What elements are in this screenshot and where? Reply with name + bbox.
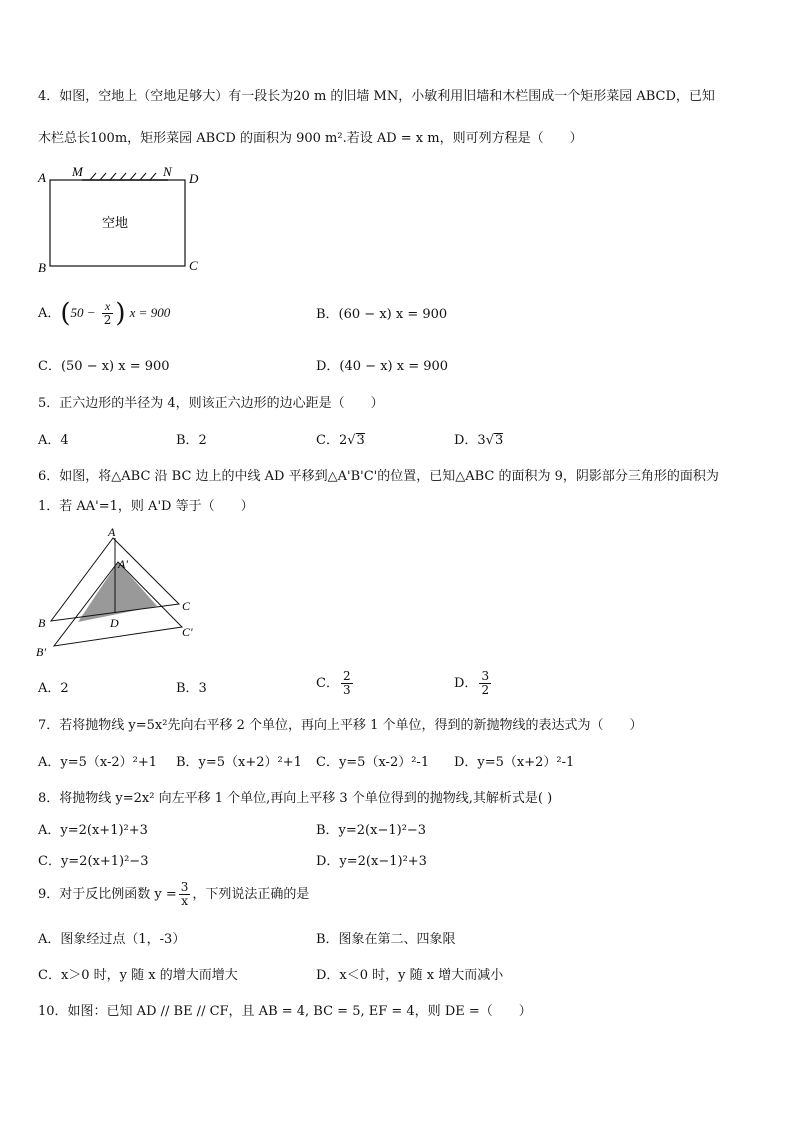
q7-stem: 7．若将抛物线 y=5x²先向右平移 2 个单位，再向上平移 1 个单位，得到的新抛物线的表达式为（ ） — [38, 718, 643, 733]
q6-stem-line2: 1．若 AA'=1，则 A'D 等于（ ） — [38, 499, 254, 514]
label-B: B — [38, 260, 46, 275]
q6-figure — [30, 524, 210, 664]
q7-option-b[interactable]: B．y=5（x+2）²+1 — [176, 755, 302, 770]
label-M: M — [72, 164, 83, 179]
label-C-prime: C' — [182, 625, 193, 639]
q4-option-d[interactable]: D．(40 − x) x = 900 — [316, 359, 449, 374]
q6-option-a[interactable]: A．2 — [38, 681, 69, 696]
q7-option-d[interactable]: D．y=5（x+2）²-1 — [454, 755, 575, 770]
q5-option-c[interactable]: C．2√3 — [316, 433, 365, 448]
label-B: B — [38, 616, 46, 630]
q6-option-d[interactable]: D． $\frac{3}{2}$ — [454, 669, 490, 697]
q9-stem: 9．对于反比例函数 y = $\frac{3}{x}$ ，下列说法正确的是 — [38, 880, 310, 908]
q10-stem: 10．如图：已知 AD // BE // CF，且 AB = 4, BC = 5, EF = 4，则 DE =（ ） — [38, 1004, 532, 1019]
label-N: N — [163, 164, 172, 179]
q9-option-c[interactable]: C．x＞0 时，y 随 x 的增大而增大 — [38, 968, 238, 983]
q5-stem: 5．正六边形的半径为 4，则该正六边形的边心距是（ ） — [38, 396, 384, 411]
q5-option-a[interactable]: A．4 — [38, 433, 69, 448]
q4-option-a[interactable]: A．(50 − $\frac{x}{2}$ ) x = 900 — [38, 298, 171, 329]
q8-option-c[interactable]: C．y=2(x+1)²−3 — [38, 854, 149, 869]
label-A: A — [108, 525, 116, 539]
q7-option-a[interactable]: A．y=5（x-2）²+1 — [38, 755, 158, 770]
q4-option-b[interactable]: B．(60 − x) x = 900 — [316, 307, 448, 322]
q4-stem-line1: 4．如图，空地上（空地足够大）有一段长为20 m 的旧墙 MN，小敏利用旧墙和木栏围成一个矩形菜园 ABCD，已知 — [38, 89, 715, 104]
q6-option-b[interactable]: B．3 — [176, 681, 207, 696]
shaded-triangle — [78, 562, 157, 622]
q8-stem: 8．将抛物线 y=2x² 向左平移 1 个单位,再向上平移 3 个单位得到的抛物线,其解析式是( ) — [38, 791, 553, 806]
q9-option-b[interactable]: B．图象在第二、四象限 — [316, 932, 456, 947]
q9-option-d[interactable]: D．x＜0 时，y 随 x 增大而减小 — [316, 968, 504, 983]
q8-option-b[interactable]: B．y=2(x−1)²−3 — [316, 823, 427, 838]
label-C: C — [189, 258, 198, 273]
q6-stem-line1: 6．如图，将△ABC 沿 BC 边上的中线 AD 平移到△A'B'C'的位置，已知△ABC 的面积为 9，阴影部分三角形的面积为 — [38, 469, 719, 484]
q5-option-d[interactable]: D．3√3 — [454, 433, 504, 448]
q4-stem-line2: 木栏总长100m，矩形菜园 ABCD 的面积为 900 m².若设 AD = x m，则可列方程是（ ） — [38, 131, 583, 146]
q9-option-a[interactable]: A．图象经过点（1，-3） — [38, 932, 186, 947]
q4-figure — [30, 160, 210, 280]
label-empty-land: 空地 — [102, 215, 129, 230]
q4-option-c[interactable]: C．(50 − x) x = 900 — [38, 359, 170, 374]
label-A-prime: A' — [118, 557, 128, 571]
label-C: C — [182, 599, 191, 613]
q7-option-c[interactable]: C．y=5（x-2）²-1 — [316, 755, 430, 770]
label-D: D — [189, 171, 199, 186]
label-D: D — [110, 616, 119, 630]
q8-option-a[interactable]: A．y=2(x+1)²+3 — [38, 823, 148, 838]
label-B-prime: B' — [36, 645, 46, 659]
q6-option-c[interactable]: C． $\frac{2}{3}$ — [316, 669, 351, 697]
q5-option-b[interactable]: B．2 — [176, 433, 207, 448]
old-wall-hatching — [82, 173, 168, 180]
label-A: A — [38, 170, 46, 185]
q8-option-d[interactable]: D．y=2(x−1)²+3 — [316, 854, 427, 869]
